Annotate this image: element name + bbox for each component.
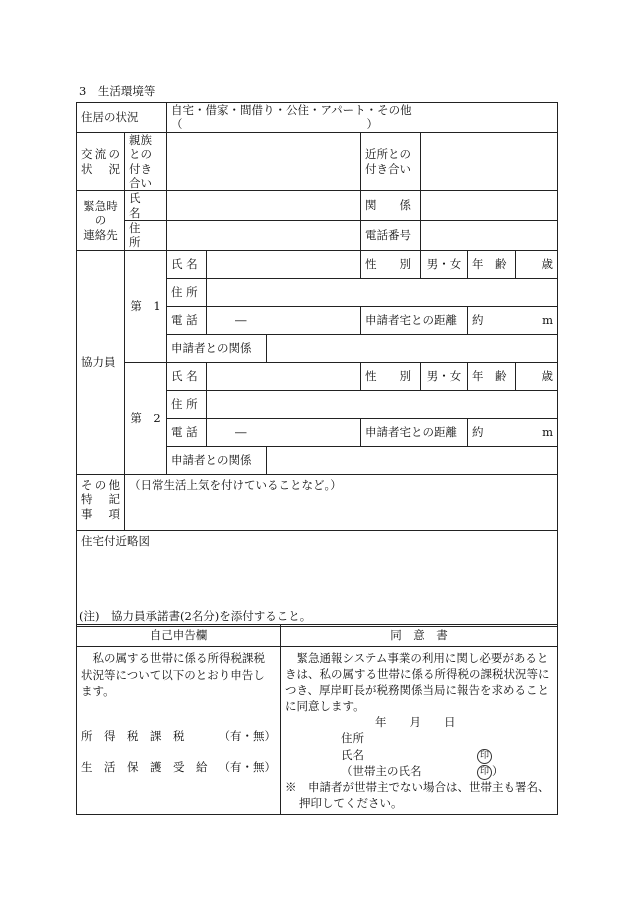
- coop2-relation-field[interactable]: [267, 446, 558, 474]
- coop1-relation-field[interactable]: [267, 334, 558, 362]
- self-report-body: 私の属する世帯に係る所得税課税状況等について以下のとおり申告します。: [81, 651, 265, 699]
- coop1-relation-label: 申請者との関係: [167, 334, 267, 362]
- neighbors-label: 近所との付き合い: [361, 132, 421, 191]
- coop2-gender-label: 性 別: [361, 362, 421, 390]
- coop1-address-field[interactable]: [207, 278, 558, 306]
- welfare-row[interactable]: 生 活 保 護 受 給 （有・無）: [81, 759, 276, 774]
- consent-title: 同 意 書: [281, 625, 558, 647]
- cooperators-label: 協力員: [77, 250, 125, 474]
- self-report-title: 自己申告欄: [77, 625, 281, 647]
- distance-unit: m: [542, 425, 554, 440]
- distance-unit: m: [542, 313, 554, 328]
- emergency-phone-field[interactable]: [421, 221, 558, 251]
- cooperator-2-label: 第 2: [125, 362, 167, 474]
- coop1-phone-field[interactable]: [207, 306, 361, 334]
- self-report-section: [77, 647, 281, 815]
- coop1-gender-options[interactable]: 男・女: [421, 250, 468, 278]
- coop2-address-field[interactable]: [207, 390, 558, 418]
- neighbors-field[interactable]: [421, 132, 558, 191]
- coop1-name-label: 氏 名: [167, 250, 207, 278]
- seal-icon: 印: [477, 765, 492, 780]
- section-title: 3 生活環境等: [79, 84, 156, 98]
- coop2-phone-label: 電 話: [167, 418, 207, 446]
- coop1-age-field[interactable]: 歳: [516, 250, 558, 278]
- cooperator-1-label: 第 1: [125, 250, 167, 362]
- consent-name[interactable]: 氏名 印: [285, 747, 553, 763]
- coop2-phone-field[interactable]: [207, 418, 361, 446]
- distance-prefix: 約: [472, 425, 484, 440]
- coop1-name-field[interactable]: [207, 250, 361, 278]
- relatives-label: 親族との付き合い: [125, 132, 167, 191]
- income-tax-row[interactable]: 所 得 税 課 税 （有・無）: [81, 729, 276, 744]
- consent-note: ※ 申請者が世帯主でない場合は、世帯主も署名、押印してください。: [285, 779, 550, 810]
- coop2-gender-options[interactable]: 男・女: [421, 362, 468, 390]
- phone-separator: ―: [235, 313, 247, 328]
- coop2-age-field[interactable]: 歳: [516, 362, 558, 390]
- residence-label: 住居の状況: [77, 103, 167, 133]
- coop1-gender-label: 性 別: [361, 250, 421, 278]
- map-field[interactable]: 住宅付近略図: [77, 530, 558, 626]
- seal-icon: 印: [477, 749, 492, 764]
- consent-householder[interactable]: （世帯主の氏名 印 ）: [341, 763, 504, 778]
- consent-address[interactable]: 住所: [341, 731, 364, 746]
- emergency-address-field[interactable]: [167, 221, 361, 251]
- coop1-distance-field[interactable]: [468, 306, 558, 334]
- consent-body: 緊急通報システム事業の利用に関し必要があるときは、私の属する世帯に係る所得税の課税状況等につき、厚岸町長が税務関係当局に報告を求めることに同意します。: [285, 651, 550, 714]
- residence-options[interactable]: 自宅・借家・間借り・公住・アパート・その他（ ）: [167, 103, 558, 133]
- consent-date[interactable]: 年 月 日: [375, 715, 456, 730]
- emergency-name-label: 氏 名: [125, 191, 167, 221]
- emergency-label: 緊急時 の 連絡先: [77, 191, 125, 251]
- living-environment-table: [76, 102, 558, 627]
- coop1-address-label: 住 所: [167, 278, 207, 306]
- emergency-phone-label: 電話番号: [361, 221, 421, 251]
- emergency-address-label: 住 所: [125, 221, 167, 251]
- emergency-name-field[interactable]: [167, 191, 361, 221]
- emergency-relation-label: 関 係: [361, 191, 421, 221]
- coop1-phone-label: 電 話: [167, 306, 207, 334]
- coop2-address-label: 住 所: [167, 390, 207, 418]
- declaration-table: [76, 624, 558, 815]
- coop1-distance-label: 申請者宅との距離: [361, 306, 468, 334]
- consent-section: [281, 647, 558, 815]
- footnote: (注) 協力員承諾書(2名分)を添付すること。: [79, 609, 312, 623]
- notes-label: その他 特 記 事 項: [77, 474, 125, 530]
- coop2-distance-label: 申請者宅との距離: [361, 418, 468, 446]
- coop1-age-label: 年 齢: [468, 250, 516, 278]
- notes-field[interactable]: （日常生活上気を付けていることなど。）: [125, 474, 558, 530]
- exchange-label: 交流の 状 況: [77, 132, 125, 191]
- coop2-distance-field[interactable]: [468, 418, 558, 446]
- coop2-age-label: 年 齢: [468, 362, 516, 390]
- relatives-field[interactable]: [167, 132, 361, 191]
- coop2-relation-label: 申請者との関係: [167, 446, 267, 474]
- phone-separator: ―: [235, 425, 247, 440]
- emergency-relation-field[interactable]: [421, 191, 558, 221]
- distance-prefix: 約: [472, 313, 484, 328]
- coop2-name-label: 氏 名: [167, 362, 207, 390]
- coop2-name-field[interactable]: [207, 362, 361, 390]
